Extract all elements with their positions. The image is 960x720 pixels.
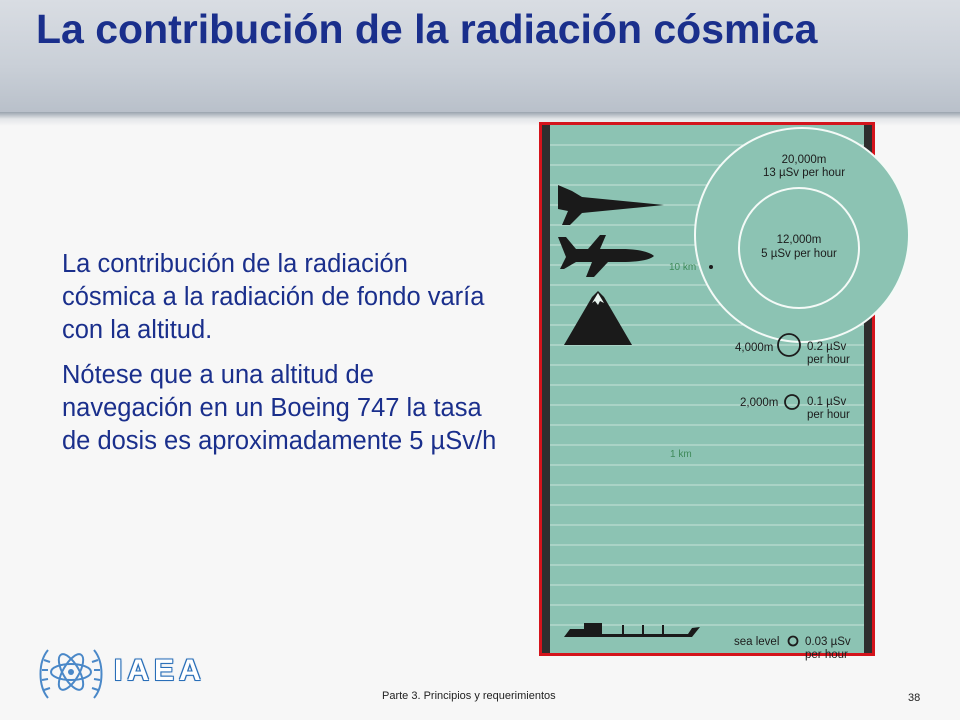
page-number: 38 [908, 692, 921, 704]
figure-left-edge [542, 125, 550, 653]
label-rate-12000: 5 µSv per hour [761, 248, 837, 260]
label-rate-sea-b: per hour [805, 649, 848, 661]
label-10km: 10 km [669, 262, 697, 273]
ship-mast-2 [642, 625, 644, 635]
label-alt-12000: 12,000m [776, 234, 822, 246]
slide-title: La contribución de la radiación cósmica [36, 6, 818, 52]
iaea-logo-text: IAEA [114, 654, 206, 687]
label-rate-4000b: per hour [807, 354, 850, 366]
label-rate-sea-a: 0.03 µSv [805, 636, 851, 648]
label-rate-2000a: 0.1 µSv [807, 396, 847, 408]
dot-10km [709, 265, 713, 269]
ship-mast-1 [622, 625, 624, 635]
label-rate-4000a: 0.2 µSv [807, 341, 847, 353]
label-alt-4000: 4,000m [735, 342, 774, 354]
figure-svg [542, 125, 872, 661]
label-sea-level: sea level [734, 636, 780, 648]
label-alt-20000: 20,000m [781, 154, 827, 166]
body-text [62, 248, 502, 470]
iaea-logo-icon [36, 640, 106, 706]
label-rate-2000b: per hour [807, 409, 850, 421]
ship-mast-3 [662, 625, 664, 635]
footer-text: Parte 3. Principios y requerimientos [382, 690, 556, 702]
label-rate-20000: 13 µSv per hour [762, 167, 846, 179]
label-alt-2000: 2,000m [740, 397, 779, 409]
paragraph-1: La contribución de la radiación cósmica a la radiación de fondo varía con la altitud. [62, 250, 485, 344]
cosmic-radiation-figure [539, 122, 875, 661]
label-1km: 1 km [670, 449, 692, 460]
paragraph-2: Nótese que a una altitud de navegación en un Boeing 747 la tasa de dosis es aproximadamente 5 µSv/h [62, 361, 497, 455]
